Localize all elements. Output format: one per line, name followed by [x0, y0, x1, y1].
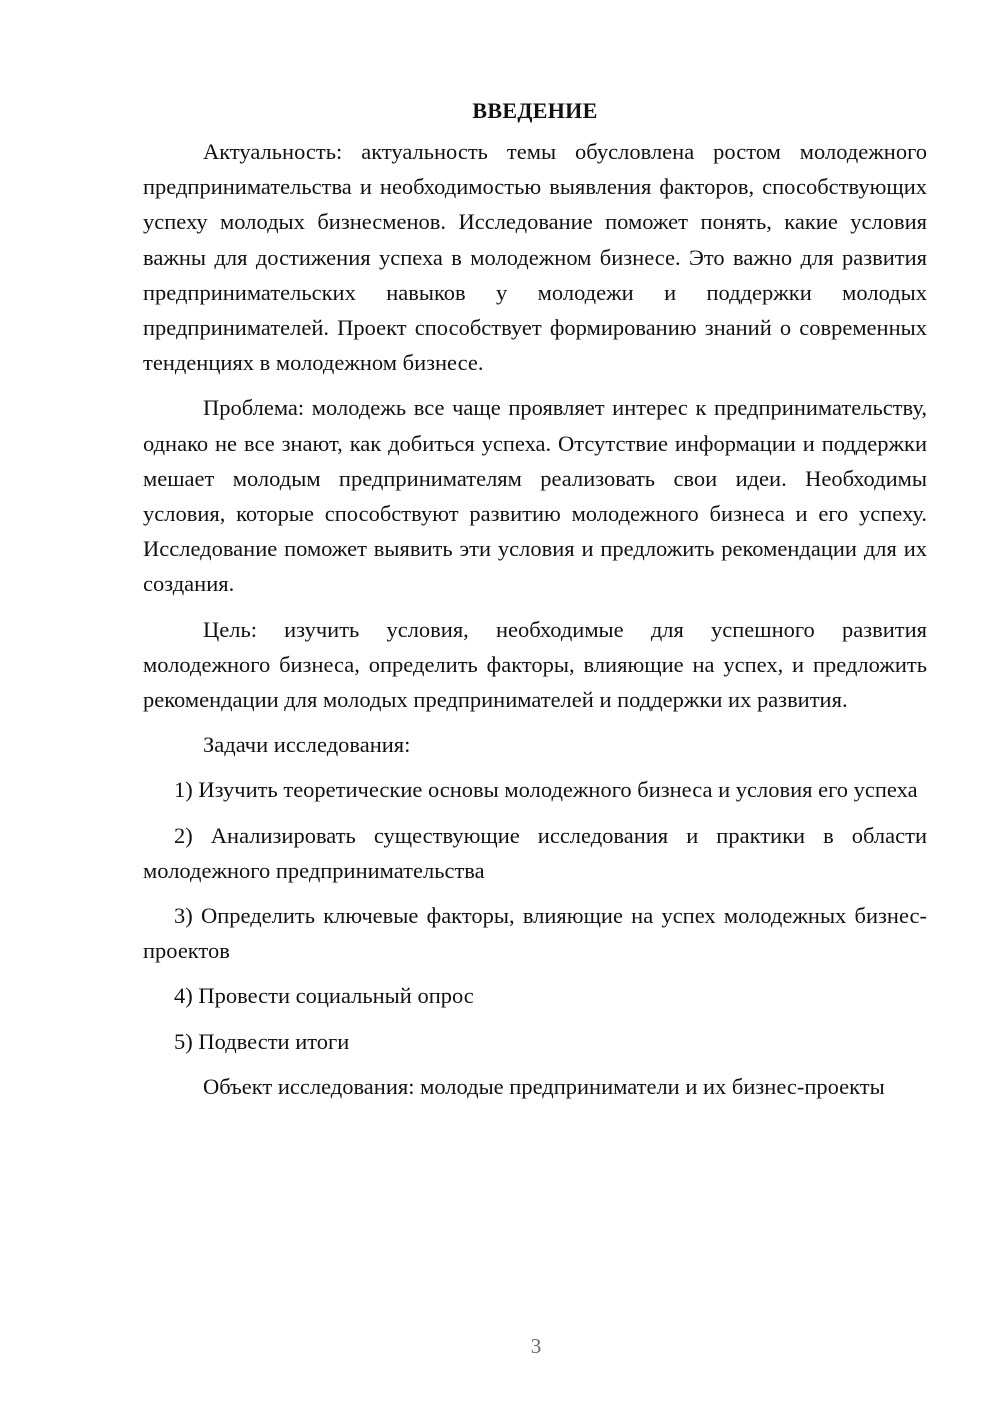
goal-paragraph: Цель: изучить условия, необходимые для успешного развития молодежного бизнеса, определить факторы, влияющие на успех, и предложить рекомендации для молодых предпринимателей и поддержки их развития. — [143, 616, 927, 713]
task-item-5: 5) Подвести итоги — [174, 1028, 350, 1054]
section-heading: ВВЕДЕНИЕ — [472, 98, 598, 123]
task-item-4: 4) Провести социальный опрос — [174, 983, 474, 1009]
task-item-2: 2) Анализировать существующие исследования и практики в области молодежного предпринимательства — [143, 822, 927, 883]
task-item-1: 1) Изучить теоретические основы молодежного бизнеса и условия его успеха — [174, 777, 918, 803]
relevance-paragraph: Актуальность: актуальность темы обусловлена ростом молодежного предпринимательства и необходимостью выявления факторов, способствующих успеху молодых бизнесменов. Исследование поможет понять, какие условия важны для достижения успеха в молодежном бизнесе. Это важно для развития предпринимательских навыков у молодежи и поддержки молодых предпринимателей. Проект способствует формированию знаний о современных тенденциях в молодежном бизнесе. — [143, 139, 927, 376]
tasks-heading: Задачи исследования: — [203, 732, 411, 758]
problem-paragraph: Проблема: молодежь все чаще проявляет интерес к предпринимательству, однако не все знают, как добиться успеха. Отсутствие информации и поддержки мешает молодым предпринимателям реализовать свои идеи. Необходимы условия, которые способствуют развитию молодежного бизнеса и его успеху. Исследование поможет выявить эти условия и предложить рекомендации для их создания. — [143, 395, 927, 597]
page-number: 3 — [530, 1334, 542, 1358]
object-paragraph: Объект исследования: молодые предприниматели и их бизнес-проекты — [203, 1073, 885, 1099]
page-content — [143, 94, 927, 1114]
task-item-3: 3) Определить ключевые факторы, влияющие на успех молодежных бизнес-проектов — [143, 903, 927, 964]
